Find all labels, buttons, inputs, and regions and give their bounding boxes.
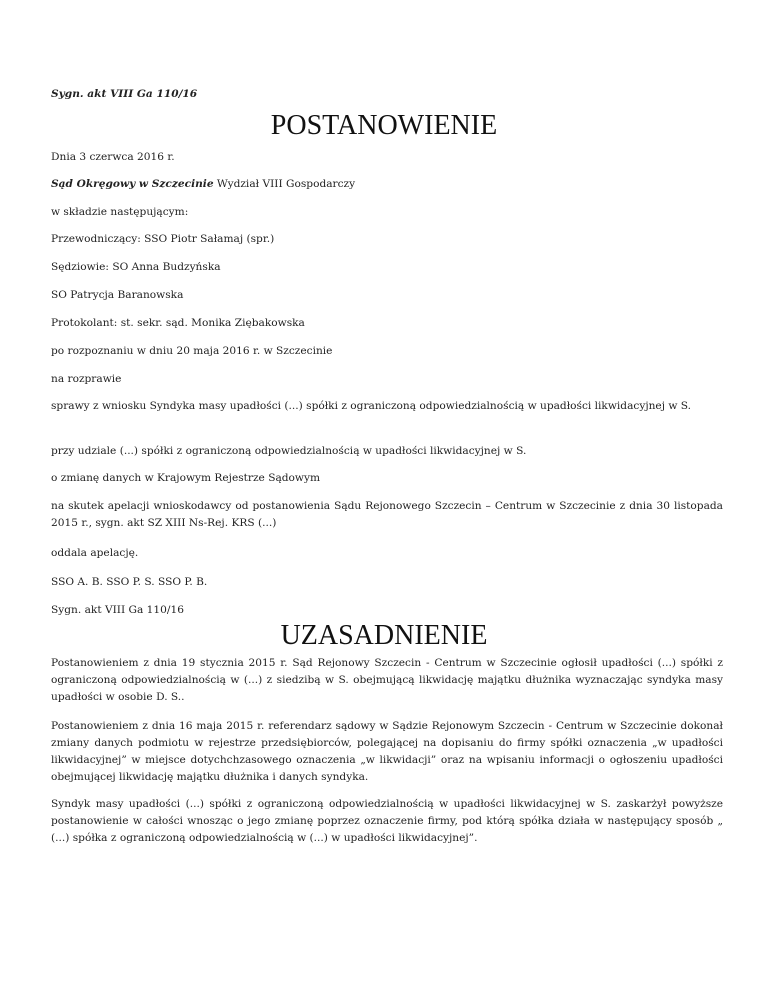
subject-paragraph: o zmianę danych w Krajowym Rejestrze Sądowym: [51, 472, 321, 484]
case-signature: Sygn. akt VIII Ga 110/16: [51, 88, 198, 100]
chair-line: Przewodniczący: SSO Piotr Sałamaj (spr.): [51, 233, 275, 245]
session-line: na rozprawie: [51, 373, 122, 385]
court-line: [51, 177, 355, 191]
judges-line: Sędziowie: SO Anna Budzyńska: [51, 261, 221, 273]
ruling-date: Dnia 3 czerwca 2016 r.: [51, 151, 175, 163]
hearing-line: po rozpoznaniu w dniu 20 maja 2016 r. w Szczecinie: [51, 345, 333, 357]
court-department: Wydział VIII Gospodarczy: [213, 178, 356, 190]
case-signature-plain: Sygn. akt VIII Ga 110/16: [51, 604, 184, 616]
appeal-paragraph: na skutek apelacji wnioskodawcy od postanowienia Sądu Rejonowego Szczecin – Centrum w Szczecinie z dnia 30 listopada 2015 r., sygn. akt SZ XIII Ns-Rej. KRS (...): [51, 500, 723, 529]
justification-paragraph-1: Postanowieniem z dnia 19 stycznia 2015 r. Sąd Rejonowy Szczecin - Centrum w Szczecinie ogłosił upadłości (...) spółki z ograniczoną odpowiedzialnością w (...) z siedzibą w S. obejmującą likwidację majątku dłużnika wyznaczając syndyka masy upadłości w osobie D. S..: [51, 657, 723, 703]
ruling-line: oddala apelację.: [51, 547, 139, 559]
judges-initials: SSO A. B. SSO P. S. SSO P. B.: [51, 576, 208, 588]
justification-paragraph-2: Postanowieniem z dnia 16 maja 2015 r. referendarz sądowy w Sądzie Rejonowym Szczecin - Centrum w Szczecinie dokonał zmiany danych podmiotu w rejestrze przedsiębiorców, polegającej na dopisaniu do firmy spółki oznaczenia „w upadłości likwidacyjnej” w miejsce dotychchzasowego oznaczenia „w likwidacji” oraz na wpisaniu informacji o ogłoszeniu upadłości obejmującej likwidację majątku dłużnika i danych syndyka.: [51, 720, 723, 783]
participant-paragraph: przy udziale (...) spółki z ograniczoną odpowiedzialnością w upadłości likwidacyjnej w S.: [51, 445, 527, 457]
document-title: POSTANOWIENIE: [270, 110, 498, 141]
judge-line: SO Patrycja Baranowska: [51, 289, 184, 301]
composition-line: w składzie następującym:: [51, 206, 189, 218]
court-name: Sąd Okręgowy w Szczecinie: [51, 178, 214, 190]
justification-paragraph-3: Syndyk masy upadłości (...) spółki z ograniczoną odpowiedzialnością w upadłości likwidacyjnej w S. zaskarżył powyższe postanowienie w całości wnosząc o jego zmianę poprzez oznaczenie firmy, pod którą spółka działa w następujący sposób „ (...) spółka z ograniczoną odpowiedzialnością w (...) w upadłości likwidacyjnej”.: [51, 798, 723, 844]
case-paragraph: sprawy z wniosku Syndyka masy upadłości (...) spółki z ograniczoną odpowiedzialnością w upadłości likwidacyjnej w S.: [51, 400, 692, 412]
justification-title: UZASADNIENIE: [280, 620, 488, 651]
clerk-line: Protokolant: st. sekr. sąd. Monika Ziębakowska: [51, 317, 305, 329]
